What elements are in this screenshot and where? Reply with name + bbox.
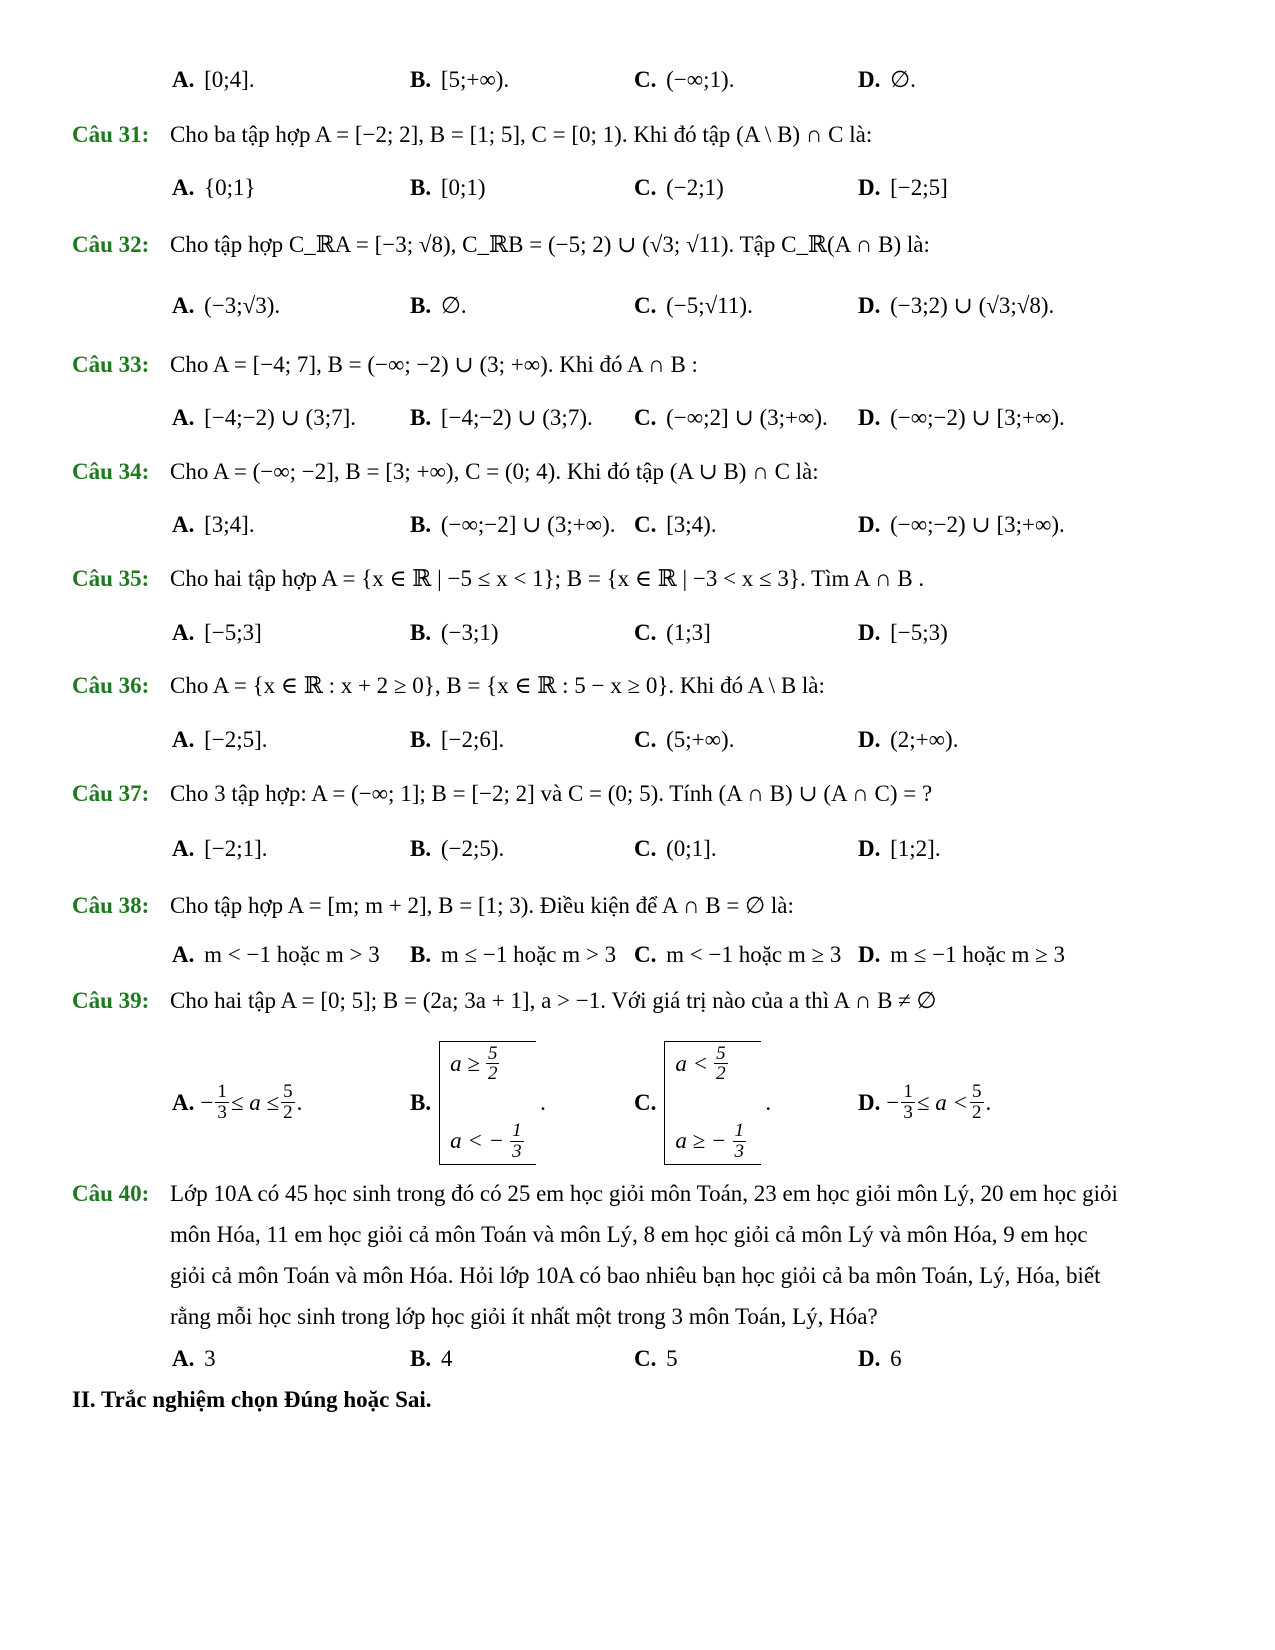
question-text: Cho 3 tập hợp: A = (−∞; 1]; B = [−2; 2] và C = (0; 5). Tính (A ∩ B) ∪ (A ∩ C) = ? (170, 781, 933, 806)
condition-text: a ≥ − (675, 1128, 727, 1154)
q36-option-c: C. (5;+∞). (634, 727, 735, 752)
numerator: 5 (487, 1042, 498, 1064)
question-number: Câu 35: (72, 566, 150, 591)
q37-option-d: D. [1;2]. (858, 836, 941, 861)
condition-text: a < (675, 1050, 709, 1076)
q33-option-a: A. [−4;−2) ∪ (3;7]. (172, 405, 357, 430)
question-text: Cho hai tập A = [0; 5]; B = (2a; 3a + 1], a > −1. Với giá trị nào của a thì A ∩ B ≠ ∅ (170, 988, 937, 1013)
question-number: Câu 32: (72, 232, 150, 257)
question-40-text (170, 1173, 1150, 1337)
bracket-system (439, 1041, 536, 1165)
q40-options-row (0, 1337, 1275, 1381)
period: . (540, 1089, 546, 1115)
q31-option-d: D. [−2;5] (858, 175, 948, 200)
q32-option-b: B. ∅. (410, 293, 467, 318)
question-38 (0, 884, 1275, 928)
bracket-system (664, 1041, 761, 1165)
q40-option-c: C. 5 (634, 1346, 678, 1371)
q33-options-row (0, 396, 1275, 440)
fraction (215, 1082, 229, 1123)
q40-option-d: D. 6 (858, 1346, 902, 1371)
inequality: ≤ a < (916, 1089, 969, 1115)
q33-option-d: D. (−∞;−2) ∪ [3;+∞). (858, 405, 1065, 430)
q40-option-a: A. 3 (172, 1346, 216, 1371)
fraction (510, 1121, 524, 1162)
option-label: A. (172, 1089, 195, 1115)
q34-option-a: A. [3;4]. (172, 512, 255, 537)
question-37 (0, 772, 1275, 816)
q31-option-a: A. {0;1} (172, 175, 256, 200)
text-line: Lớp 10A có 45 học sinh trong đó có 25 em học giỏi môn Toán, 23 em học giỏi môn Lý, 20 em học giỏi (170, 1181, 1118, 1206)
denominator: 2 (972, 1102, 982, 1123)
denominator: 3 (903, 1102, 913, 1123)
numerator: 1 (734, 1119, 745, 1141)
question-text: Cho A = [−4; 7], B = (−∞; −2) ∪ (3; +∞). Khi đó A ∩ B : (170, 352, 698, 377)
question-number: Câu 40: (72, 1181, 150, 1206)
q33-option-b: B. [−4;−2) ∪ (3;7). (410, 405, 593, 430)
q40-option-b: B. 4 (410, 1346, 453, 1371)
q38-option-c: C. m < −1 hoặc m ≥ 3 (634, 942, 842, 967)
text-line: môn Hóa, 11 em học giỏi cả môn Toán và môn Lý, 8 em học giỏi cả môn Lý và môn Hóa, 9 em học (170, 1222, 1088, 1247)
period: . (296, 1089, 303, 1115)
question-text: Cho ba tập hợp A = [−2; 2], B = [1; 5], C = [0; 1). Khi đó tập (A \ B) ∩ C là: (170, 122, 873, 147)
q35-option-d: D. [−5;3) (858, 620, 948, 645)
condition-text: a ≥ (450, 1050, 480, 1076)
question-33 (0, 343, 1275, 387)
minus-sign: − (200, 1089, 214, 1115)
question-31 (0, 113, 1275, 157)
question-32 (0, 223, 1275, 267)
question-number: Câu 36: (72, 673, 150, 698)
fraction (733, 1121, 747, 1162)
q38-option-d: D. m ≤ −1 hoặc m ≥ 3 (858, 942, 1066, 967)
option-label: D. (858, 1089, 881, 1115)
q32-option-d: D. (−3;2) ∪ (√3;√8). (858, 293, 1055, 318)
inequality: ≤ a ≤ (230, 1089, 280, 1115)
question-number: Câu 38: (72, 893, 150, 918)
q30-options-row (0, 58, 1275, 102)
q34-option-b: B. (−∞;−2] ∪ (3;+∞). (410, 512, 616, 537)
condition-line (675, 1044, 761, 1085)
question-number: Câu 37: (72, 781, 150, 806)
question-number: Câu 33: (72, 352, 150, 377)
minus-sign: − (886, 1089, 900, 1115)
option-label: C. (634, 1089, 657, 1115)
q36-option-a: A. [−2;5]. (172, 727, 268, 752)
q37-option-b: B. (−2;5). (410, 836, 505, 861)
denominator: 3 (734, 1140, 745, 1162)
q30-option-a: A. [0;4]. (172, 67, 255, 92)
question-36 (0, 664, 1275, 708)
condition-text: a < − (450, 1128, 505, 1154)
condition-line (450, 1044, 536, 1085)
q37-option-c: C. (0;1]. (634, 836, 717, 861)
option-label: B. (410, 1089, 432, 1115)
q35-option-c: C. (1;3] (634, 620, 711, 645)
q36-option-b: B. [−2;6]. (410, 727, 505, 752)
question-text: Cho tập hợp A = [m; m + 2], B = [1; 3). Điều kiện để A ∩ B = ∅ là: (170, 893, 794, 918)
fraction (714, 1044, 728, 1085)
numerator: 5 (283, 1081, 293, 1103)
fraction (901, 1082, 915, 1123)
q39-option-d (858, 1040, 991, 1165)
period: . (765, 1089, 772, 1115)
question-35 (0, 557, 1275, 601)
q39-option-a (172, 1040, 302, 1165)
numerator: 1 (217, 1081, 227, 1103)
q32-option-c: C. (−5;√11). (634, 293, 753, 318)
q37-option-a: A. [−2;1]. (172, 836, 268, 861)
denominator: 2 (487, 1063, 498, 1085)
q30-option-d: D. ∅. (858, 67, 916, 92)
period: . (985, 1089, 992, 1115)
q35-options-row (0, 611, 1275, 655)
q37-options-row (0, 827, 1275, 871)
q36-option-d: D. (2;+∞). (858, 727, 959, 752)
question-text: Cho hai tập hợp A = {x ∈ ℝ | −5 ≤ x < 1}; B = {x ∈ ℝ | −3 < x ≤ 3}. Tìm A ∩ B . (170, 566, 925, 591)
section-heading: II. Trắc nghiệm chọn Đúng hoặc Sai. (72, 1387, 432, 1412)
question-text: Cho A = (−∞; −2], B = [3; +∞), C = (0; 4). Khi đó tập (A ∪ B) ∩ C là: (170, 459, 819, 484)
q39-option-b (410, 1040, 546, 1165)
q35-option-b: B. (−3;1) (410, 620, 499, 645)
q32-options-row (0, 284, 1275, 328)
denominator: 2 (716, 1063, 726, 1085)
q39-option-c (634, 1040, 771, 1165)
condition-line (675, 1121, 761, 1162)
question-text: Cho A = {x ∈ ℝ : x + 2 ≥ 0}, B = {x ∈ ℝ : 5 − x ≥ 0}. Khi đó A \ B là: (170, 673, 825, 698)
question-number: Câu 39: (72, 988, 150, 1013)
q38-options-row (0, 933, 1275, 977)
q31-option-b: B. [0;1) (410, 175, 486, 200)
text-line: rằng mỗi học sinh trong lớp học giỏi ít nhất một trong 3 môn Toán, Lý, Hóa? (170, 1304, 878, 1329)
numerator: 5 (972, 1081, 982, 1103)
question-number: Câu 31: (72, 122, 150, 147)
q33-option-c: C. (−∞;2] ∪ (3;+∞). (634, 405, 828, 430)
fraction (970, 1082, 984, 1123)
denominator: 3 (217, 1102, 227, 1123)
q35-option-a: A. [−5;3] (172, 620, 262, 645)
text-line: giỏi cả môn Toán và môn Hóa. Hỏi lớp 10A có bao nhiêu bạn học giỏi cả ba môn Toán, Lý, Hóa, biết (170, 1263, 1101, 1288)
q30-option-b: B. [5;+∞). (410, 67, 510, 92)
numerator: 1 (512, 1119, 522, 1141)
question-number: Câu 34: (72, 459, 150, 484)
q34-option-c: C. [3;4). (634, 512, 717, 537)
denominator: 3 (512, 1140, 522, 1162)
q32-option-a: A. (−3;√3). (172, 293, 281, 318)
question-34 (0, 450, 1275, 494)
q36-options-row (0, 718, 1275, 762)
q34-option-d: D. (−∞;−2) ∪ [3;+∞). (858, 512, 1065, 537)
q38-option-b: B. m ≤ −1 hoặc m > 3 (410, 942, 617, 967)
q34-options-row (0, 503, 1275, 547)
q31-option-c: C. (−2;1) (634, 175, 724, 200)
q31-options-row (0, 166, 1275, 210)
q30-option-c: C. (−∞;1). (634, 67, 735, 92)
numerator: 1 (903, 1081, 913, 1103)
fraction (486, 1044, 500, 1085)
denominator: 2 (283, 1102, 293, 1123)
q38-option-a: A. m < −1 hoặc m > 3 (172, 942, 380, 967)
condition-line (450, 1121, 536, 1162)
question-text: Cho tập hợp C_ℝA = [−3; √8), C_ℝB = (−5; 2) ∪ (√3; √11). Tập C_ℝ(A ∩ B) là: (170, 232, 930, 257)
question-39 (0, 979, 1275, 1023)
fraction (281, 1082, 295, 1123)
numerator: 5 (716, 1042, 726, 1064)
